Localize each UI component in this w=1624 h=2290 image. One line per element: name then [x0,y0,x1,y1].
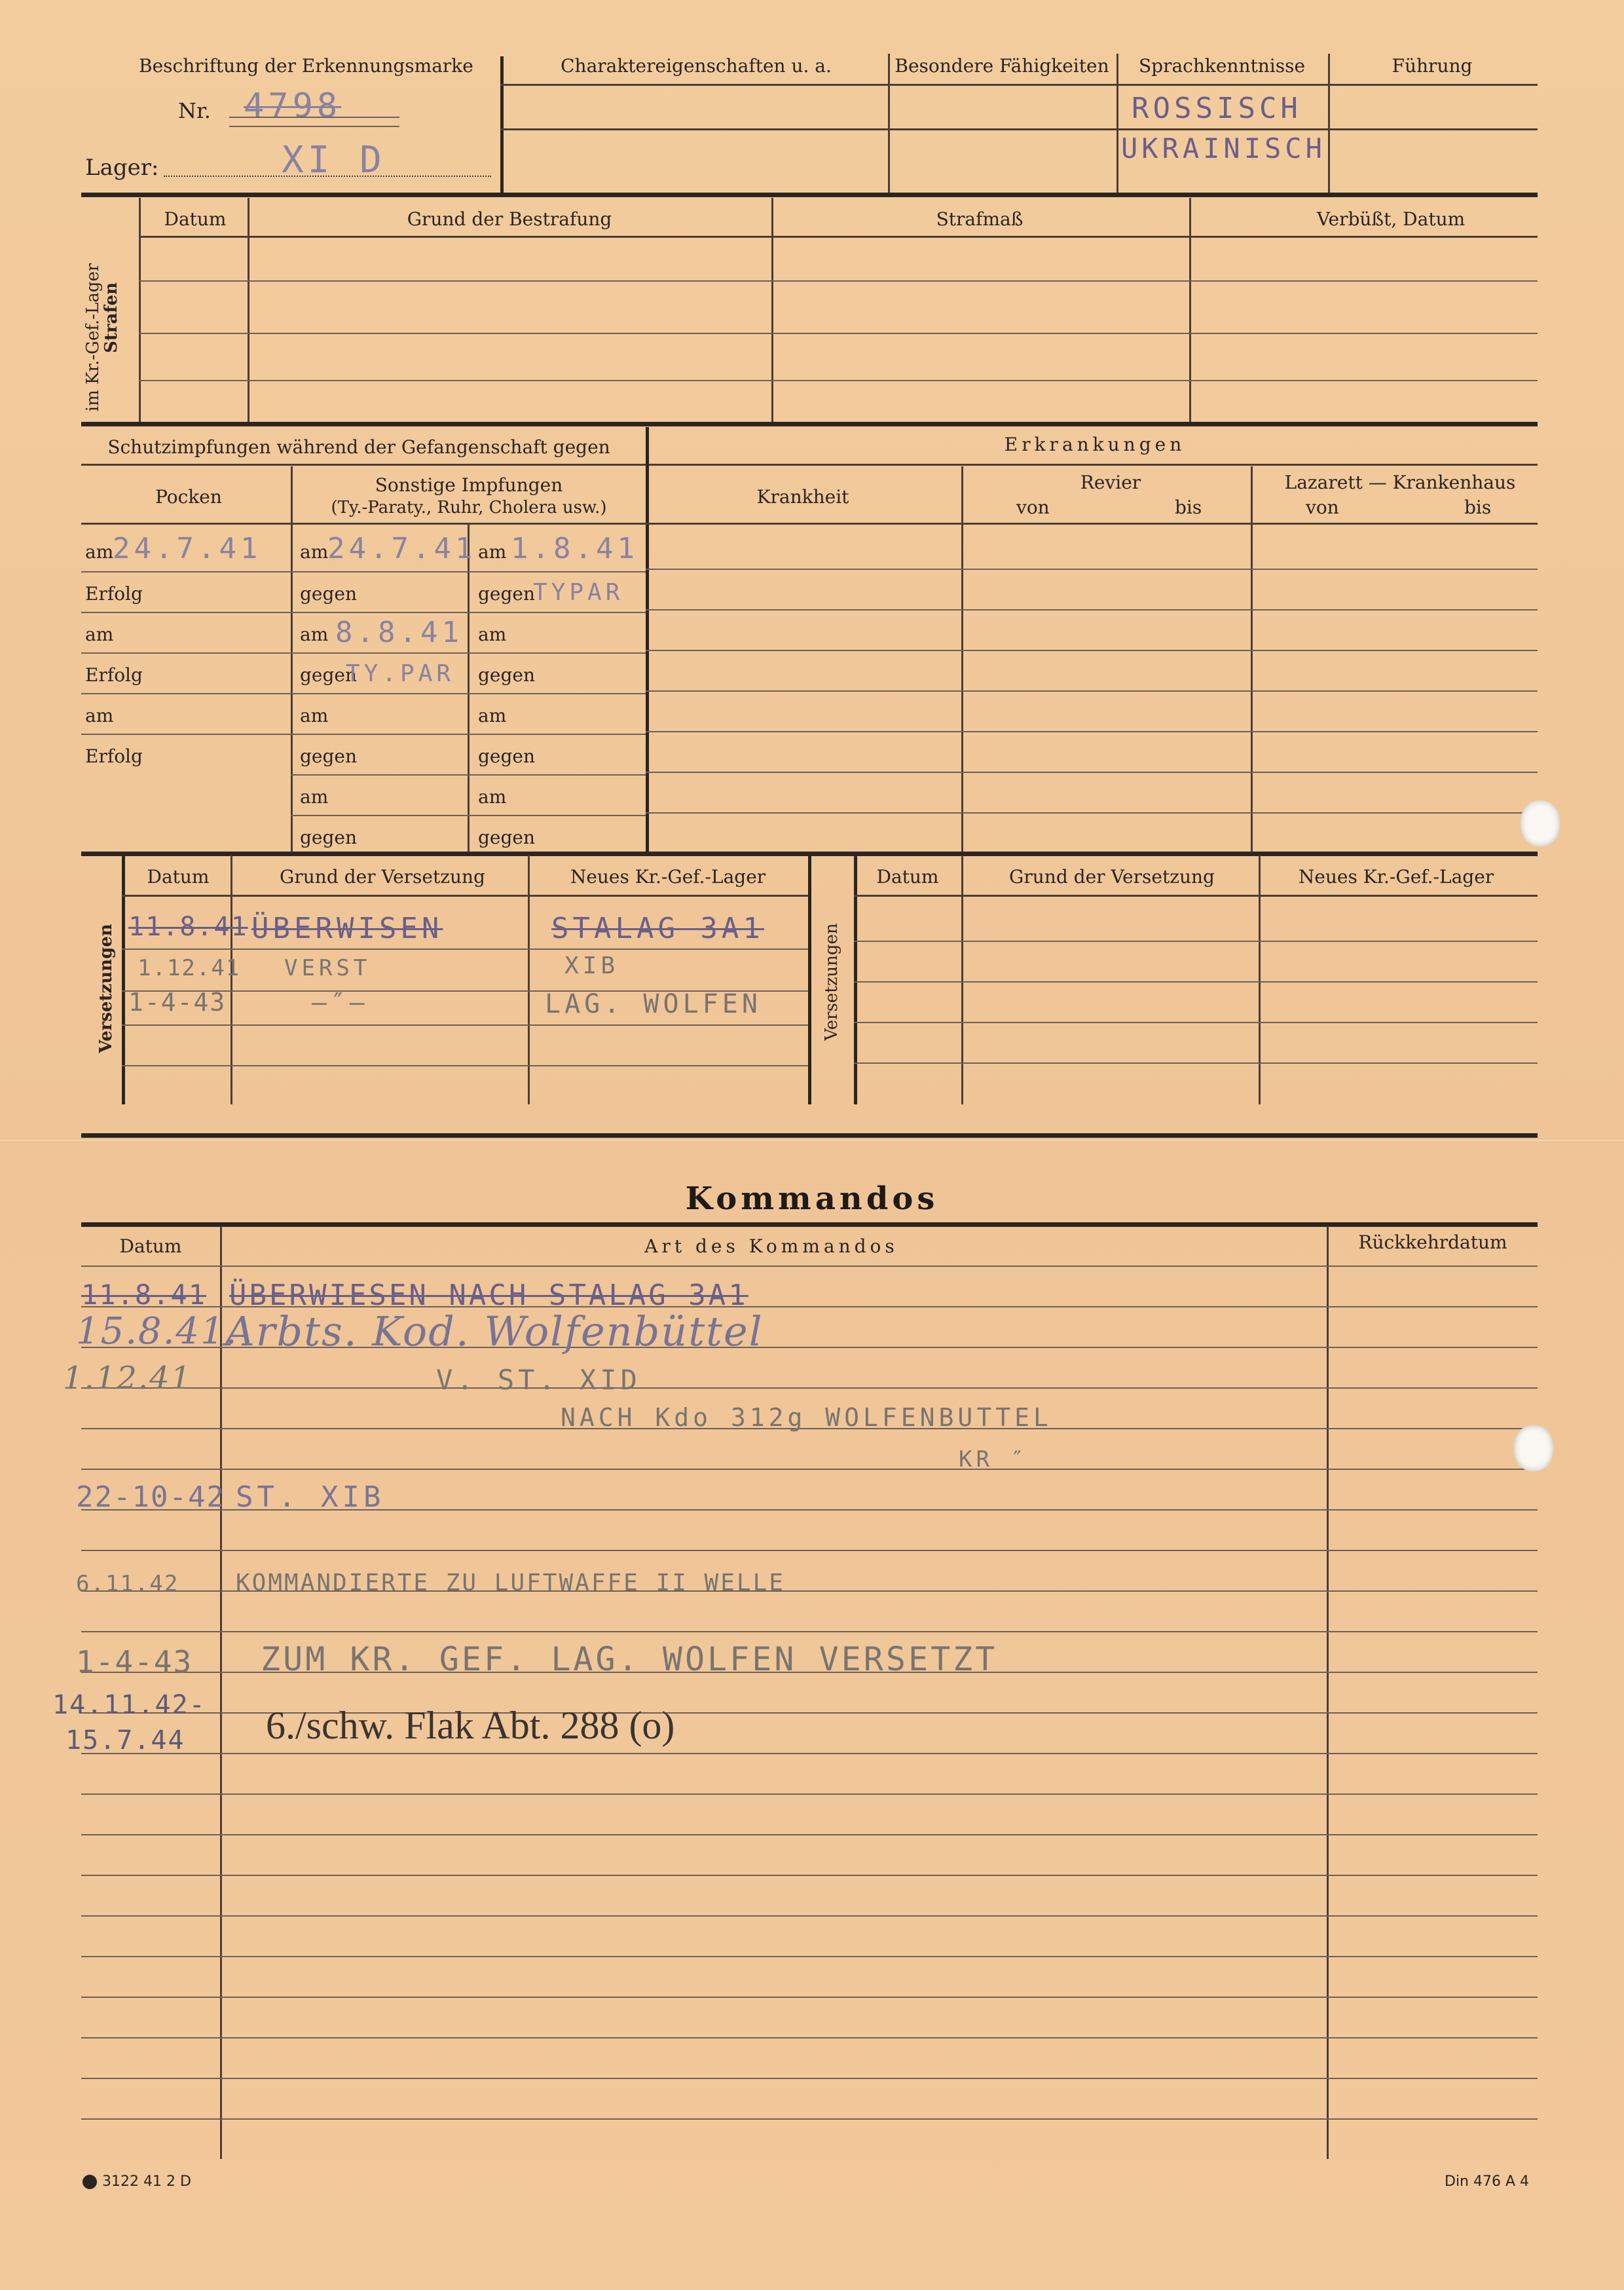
vers-row-1-datum: 1.12.41 [138,955,241,981]
kommandos-ruled-line [81,1793,1538,1795]
impf-am-2b: am [300,624,329,645]
impf-am-3b: am [300,705,329,726]
paper-fold [0,1138,1624,1142]
versetzungen-bottom-rule [81,1133,1538,1138]
kommandos-top-rule [81,1222,1538,1227]
komm-row-6-art: KOMMANDIERTE ZU LUFTWAFFE II WELLE [236,1569,785,1596]
komm-row-5-datum: 22-10-42 [76,1480,225,1514]
kommandos-ruled-line [81,1956,1538,1957]
erk-row-1 [646,569,1538,570]
vers-col-datum-right: Datum [876,866,939,888]
impf-gegen-3b: gegen [300,745,358,767]
impf-row-3 [81,652,646,654]
vers-row-2-right [854,981,1538,983]
strafen-col-verbuesst: Verbüßt, Datum [1316,208,1466,230]
vers-row-3-left [122,1024,808,1026]
komm-row-9-art: 6./schw. Flak Abt. 288 (o) [266,1704,675,1747]
vers-col-grund-left: Grund der Versetzung [280,866,485,888]
impf-vline-sonstige [468,524,470,852]
impf-gegen-1b: gegen [300,583,358,605]
nr-value: 4798 [244,86,342,126]
sprachen-value-1: ROSSISCH [1132,92,1302,125]
impf-am-2: am [85,624,114,645]
impf-col-pocken: Pocken [155,486,222,508]
komm-row-1-datum: 15.8.41. [76,1310,238,1353]
erk-col-lazarett: Lazarett — Krankenhaus [1284,472,1516,493]
footer-left-code [83,2173,191,2190]
kommandos-ruled-line [81,2078,1538,2079]
impf-pocken-am-1: 24.7.41 [113,532,262,565]
strafen-col-strafmass: Strafmaß [936,208,1024,230]
erk-col-revier: Revier [1080,472,1141,493]
kommandos-ruled-line [81,1834,1538,1835]
vers-vline-5 [961,855,963,1104]
komm-row-5-art: ST. XIB [236,1480,385,1514]
kommandos-ruled-line [81,1997,1538,1998]
kommandos-ruled-line [81,1875,1538,1876]
erk-revier-von: von [1016,497,1050,518]
col-charakter-header: Charaktereigenschaften u. a. [561,55,832,77]
vers-row-1-right [854,941,1538,942]
komm-row-2-datum: 1.12.41 [63,1360,193,1397]
komm-row-0-art: ÜBERWIESEN NACH STALAG 3A1 [229,1279,748,1312]
kommandos-ruled-line [81,1915,1538,1917]
impfungen-title: Schutzimpfungen während der Gefangenschaft gegen [107,436,610,458]
kommandos-ruled-line [81,2118,1538,2120]
komm-col-datum: Datum [119,1235,182,1257]
versetzungen-side-label-left: Versetzungen [96,924,116,1053]
header-divider-3 [1116,54,1118,195]
strafen-side-label-2: im Kr.-Gef.-Lager [83,263,103,412]
header-bottom-rule [81,193,1538,197]
strafen-row-3 [139,380,1538,381]
impf-erfolg-1: Erfolg [85,583,143,605]
erk-row-2 [646,609,1538,610]
nr-underline-2 [229,126,399,127]
impf-row-2 [81,612,646,613]
impf-gegen-3c: gegen [478,745,536,767]
komm-vline-2 [1327,1226,1329,2159]
strafen-vline-2 [771,198,773,422]
impf-header-line [81,523,1538,525]
punch-hole-bottom [1514,1425,1553,1471]
komm-row-0-datum: 11.8.41 [81,1279,207,1311]
impf-row-5 [81,734,646,735]
erk-revier-bis: bis [1175,497,1202,518]
versetzungen-side-label-right: Versetzungen [822,923,841,1041]
vers-col-datum-left: Datum [147,866,210,888]
impf-row-6 [291,774,646,776]
vers-row-0-datum: 11.8.41 [128,912,248,942]
vers-row-2-lager: LAG. WOLFEN [545,989,762,1019]
erkennungsmarke-label: Beschriftung der Erkennungsmarke [139,55,473,77]
lager-label: Lager: [85,155,159,181]
col-fuehrung-header: Führung [1392,55,1473,77]
vers-row-0-lager: STALAG 3A1 [551,912,764,945]
footer-right-code: Din 476 A 4 [1445,2173,1530,2190]
komm-row-8-datum: 14.11.42- [52,1690,206,1720]
strafen-vline-3 [1189,198,1191,422]
vers-row-0-grund: ÜBERWISEN [251,912,443,945]
komm-col-art: Art des Kommandos [644,1235,898,1257]
punch-hole-top [1521,800,1560,846]
impf-am-4c: am [478,786,507,808]
komm-row-7-datum: 1-4-43 [76,1644,193,1680]
printer-mark-icon [83,2175,97,2189]
nr-underline [229,117,399,118]
header-divider-2 [888,54,890,195]
strafen-row-2 [139,333,1538,334]
strafen-bottom-rule [81,422,1538,426]
nr-label: Nr. [178,98,211,123]
header-row-line-2 [500,128,1538,130]
impf-erfolg-3: Erfolg [85,745,143,767]
komm-col-rueckkehr: Rückkehrdatum [1358,1231,1507,1253]
strafen-side-label-1: Strafen [101,282,121,353]
komm-row-4-art: KR ″ [959,1446,1028,1473]
vers-row-1-left [122,948,808,950]
vers-vline-4 [854,855,857,1104]
kommandos-title: Kommandos [685,1180,939,1217]
impf-col-sonstige-1: Sonstige Impfungen [375,474,563,496]
col-faehigkeiten-header: Besondere Fähigkeiten [895,55,1109,77]
vers-vline-3 [808,855,811,1104]
impf-row-1 [81,571,646,572]
vers-vline-6 [1259,855,1261,1104]
vers-col-grund-right: Grund der Versetzung [1009,866,1215,888]
lager-dotted-line [164,176,491,177]
vers-row-2-grund: —″— [312,988,369,1017]
strafen-col-datum: Datum [164,208,227,230]
impf-gegen-4c: gegen [478,827,536,848]
komm-row-6-datum: 6.11.42 [76,1571,179,1597]
sprachen-value-2: UKRAINISCH [1121,132,1326,164]
impf-gegen-4b: gegen [300,827,358,848]
impf-gegen-2b: gegen [300,664,358,686]
header-row-line-1 [500,84,1538,86]
footer-left-code-text: 3122 41 2 D [102,2173,191,2190]
vers-col-lager-right: Neues Kr.-Gef.-Lager [1298,866,1494,888]
vers-row-1-lager: XIB [564,952,619,979]
komm-row-7-art: ZUM KR. GEF. LAG. WOLFEN VERSETZT [261,1640,998,1678]
impf-am-1b: am [300,541,329,563]
vers-row-3-right [854,1022,1538,1023]
impfungen-title-line [81,464,1538,466]
vers-vline-left-edge [122,855,125,1104]
kommandos-ruled-line [81,1753,1538,1754]
strafen-vline-0 [139,198,141,422]
header-divider-4 [1328,54,1330,195]
vers-row-4-right [854,1062,1538,1064]
vers-header-line-left [122,895,808,897]
impf-sonstige-gegen-2: TY.PAR [346,660,455,687]
vers-col-lager-left: Neues Kr.-Gef.-Lager [570,866,766,888]
kommandos-ruled-line [81,1631,1538,1632]
impf-am-1c: am [478,541,507,563]
erk-row-3 [646,650,1538,651]
impf-sonstige2-gegen-1: TYPAR [533,579,624,606]
erk-row-6 [646,772,1538,773]
strafen-header-line [139,236,1538,238]
erk-row-7 [646,812,1538,814]
impf-am-1: am [85,541,114,563]
impf-am-2c: am [478,624,507,645]
vers-vline-2 [528,855,530,1104]
erk-lazarett-bis: bis [1464,497,1492,518]
komm-row-1-art: Arbts. Kod. Wolfenbüttel [225,1307,764,1355]
lager-value: XI D [282,139,386,181]
impf-col-sonstige-2: (Ty.-Paraty., Ruhr, Cholera usw.) [331,498,607,517]
strafen-vline-1 [248,198,249,422]
erk-row-5 [646,731,1538,732]
impf-sonstige-am-2: 8.8.41 [335,616,463,649]
impf-am-3c: am [478,705,507,726]
erk-col-krankheit: Krankheit [756,486,849,508]
vers-row-2-datum: 1-4-43 [128,988,227,1017]
impf-sonstige-am-1: 24.7.41 [327,532,477,565]
vers-row-1-grund: VERST [284,955,371,981]
col-sprachen-header: Sprachkenntnisse [1138,55,1306,77]
kommandos-ruled-line [81,2037,1538,2038]
komm-row-9-datum: 15.7.44 [65,1725,185,1755]
kommandos-ruled-line [81,1266,1538,1267]
komm-row-2-art: V. ST. XID [436,1364,641,1396]
strafen-col-grund: Grund der Bestrafung [407,208,612,230]
komm-vline-1 [220,1226,222,2159]
impf-erfolg-2: Erfolg [85,664,143,686]
erk-row-4 [646,690,1538,692]
impf-row-4 [81,693,646,694]
vers-row-4-left [122,1065,808,1066]
erk-lazarett-von: von [1306,497,1339,518]
komm-row-3-art: NACH Kdo 312g WOLFENBUTTEL [561,1403,1052,1432]
kommandos-ruled-line [81,1387,1538,1389]
impf-row-7 [291,815,646,816]
impf-gegen-1c: gegen [478,583,536,605]
impf-am-3: am [85,705,114,726]
impf-sonstige2-am-1: 1.8.41 [511,532,638,565]
kommandos-ruled-line [81,1550,1538,1551]
impf-gegen-2c: gegen [478,664,536,686]
header-divider-left [500,56,504,195]
vers-header-line-right [854,895,1538,897]
kommandos-ruled-line [81,1469,1538,1470]
erkrankungen-title: Erkrankungen [1004,434,1186,455]
strafen-row-1 [139,280,1538,282]
impf-vline-right [646,427,649,852]
impf-am-4b: am [300,786,329,808]
